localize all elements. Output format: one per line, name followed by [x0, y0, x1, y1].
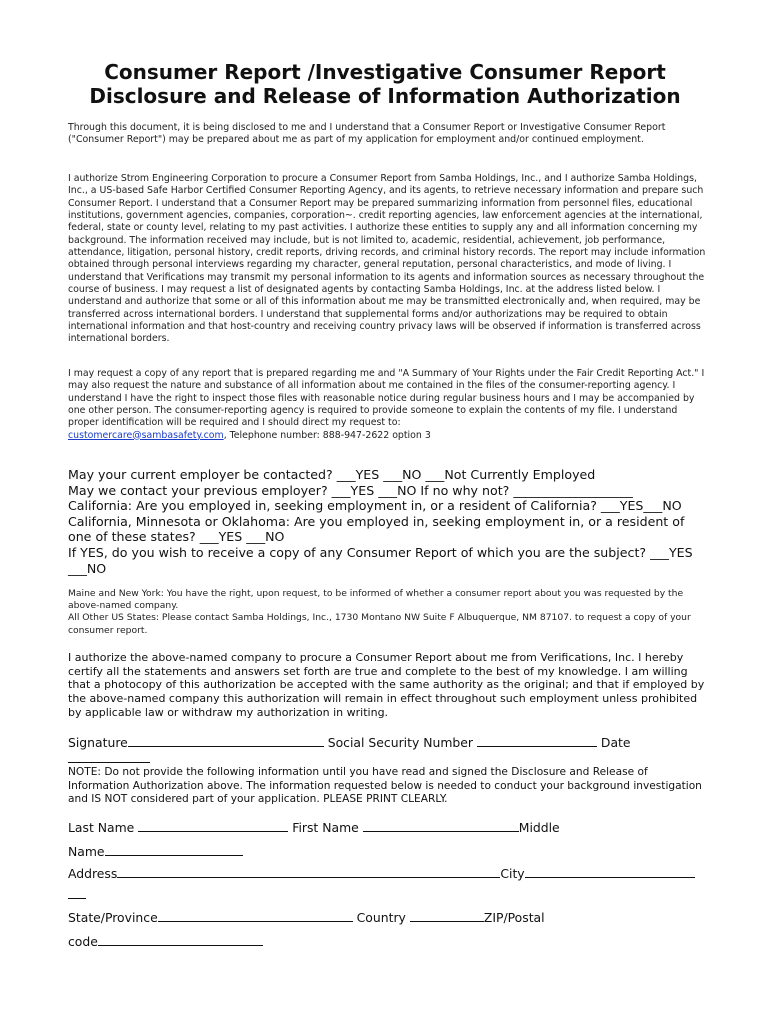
date-label: Date	[600, 735, 631, 750]
signature-label: Signature	[68, 735, 128, 750]
name-label: Name	[68, 844, 105, 859]
state-notice-maine-ny: Maine and New York: You have the right, upon request, to be informed of whether a consumer report about you was requested by the above-named company.	[68, 588, 684, 612]
intro-paragraph: Through this document, it is being disclosed to me and I understand that a Consumer Report or Investigative Consumer Report ("Consumer Report") may be prepared about me as part of my application for employment and/or continued employment.	[68, 122, 666, 146]
address-field[interactable]	[117, 865, 500, 878]
city-overflow-row	[68, 886, 708, 902]
country-label: Country	[356, 910, 406, 925]
first-name-label: First Name	[292, 820, 359, 835]
address-row	[68, 865, 708, 881]
copy-request-paragraph	[68, 368, 708, 442]
country-field[interactable]	[410, 909, 484, 922]
telephone-text: , Telephone number: 888-947-2622 option 3	[223, 429, 431, 441]
name-row	[68, 819, 708, 835]
employment-questions	[68, 467, 708, 576]
first-name-field[interactable]	[363, 819, 519, 832]
zip-label: ZIP/Postal	[483, 910, 545, 925]
question-ca-mn-ok: California, Minnesota or Oklahoma: Are you employed in, seeking employment in, or a resident of one of these states? ___YES ___NO	[68, 513, 685, 545]
state-notice	[68, 588, 708, 637]
question-previous-employer: May we contact your previous employer? ___YES ___NO If no why not? ___________________	[68, 482, 633, 498]
authorization-paragraph: I authorize Strom Engineering Corporation to procure a Consumer Report from Samba Holdings, Inc., and I authorize Samba Holdings, Inc., a US-based Safe Harbor Certified Consumer Reporting Agency, and its agents, to retrieve necessary information and prepare such Consumer Report. I understand that a Consumer Report may be prepared summarizing information from personnel files, educational institutions, government agencies, companies, corporation~. credit reporting agencies, law enforcement agencies at the international, federal, state or county level, relating to my past activities. I authorize these entities to supply any and all information concerning my background. The information received may include, but is not limited to, academic, residential, achievement, job performance, attendance, litigation, personal history, credit reports, driving records, and criminal history records. The report may include information obtained through personal interviews regarding my character, general reputation, personal characteristics, and mode of living. I understand that Verifications may transmit my personal information to its agents and information sources as necessary throughout the course of business. I may request a list of designated agents by contacting Samba Holdings, Inc. at the address listed below. I understand and authorize that some or all of this information about me may be transmitted electronically and, when required, may be transferred across international borders. I understand that supplemental forms and/or authorizations may be required to obtain international information and that host-country and receiving country privacy laws will be observed if information is transferred across international borders.	[68, 173, 706, 345]
document-title-line-2: Disclosure and Release of Information Authorization	[89, 84, 681, 108]
middle-label: Middle	[518, 820, 560, 835]
city-label: City	[500, 866, 525, 881]
date-line-row	[68, 750, 708, 766]
signature-row	[68, 734, 708, 750]
postal-code-row	[68, 933, 708, 949]
last-name-label: Last Name	[68, 820, 135, 835]
state-label: State/Province	[68, 910, 158, 925]
note-paragraph: NOTE: Do not provide the following information until you have read and signed the Disclosure and Release of Information Authorization above. The information requested below is needed to conduct your background investigation and IS NOT considered part of your application. PLEASE PRINT CLEARLY.	[68, 766, 702, 805]
document-title-line-1: Consumer Report /Investigative Consumer Report	[104, 60, 666, 84]
customer-care-email-link[interactable]: customercare@sambasafety.com	[68, 429, 224, 441]
question-copy-of-report: If YES, do you wish to receive a copy of any Consumer Report of which you are the subject? ___YES ___NO	[68, 544, 693, 576]
question-california: California: Are you employed in, seeking employment in, or a resident of California? ___YES___NO	[68, 498, 682, 514]
postal-code-field[interactable]	[98, 933, 263, 946]
city-field[interactable]	[525, 865, 695, 878]
code-label: code	[68, 934, 98, 949]
state-row	[68, 909, 708, 925]
question-current-employer: May your current employer be contacted? ___YES ___NO ___Not Currently Employed	[68, 467, 596, 482]
middle-name-row	[68, 843, 708, 859]
city-field-continuation[interactable]	[68, 886, 86, 899]
copy-request-text: I may request a copy of any report that is prepared regarding me and "A Summary of Your Rights under the Fair Credit Reporting Act." I may also request the nature and substance of all information about me contained in the files of the consumer-reporting agency. I understand I have the right to inspect those files with reasonable notice during regular business hours and I may be accompanied by one other person. The consumer-reporting agency is required to provide someone to explain the contents of my file. I understand proper identification will be required and I should direct my request to:	[68, 368, 705, 429]
signature-field[interactable]	[128, 734, 324, 747]
middle-name-field[interactable]	[105, 843, 243, 856]
address-label: Address	[68, 866, 118, 881]
ssn-label: Social Security Number	[327, 735, 474, 750]
last-name-field[interactable]	[138, 819, 288, 832]
authorization-statement: I authorize the above-named company to procure a Consumer Report about me from Verifications, Inc. I hereby certify all the statements and answers set forth are true and complete to the best of my knowledge. I am willing that a photocopy of this authorization be accepted with the same authority as the original; and that if employed by the above-named company this authorization will remain in effect throughout such employment unless prohibited by applicable law or withdraw my authorization in writing.	[68, 651, 705, 719]
ssn-field[interactable]	[477, 734, 597, 747]
state-field[interactable]	[158, 909, 353, 922]
date-field[interactable]	[68, 750, 150, 763]
state-notice-other-states: All Other US States: Please contact Samba Holdings, Inc., 1730 Montano NW Suite F Albuquerque, NM 87107. to request a copy of your consumer report.	[68, 612, 691, 636]
